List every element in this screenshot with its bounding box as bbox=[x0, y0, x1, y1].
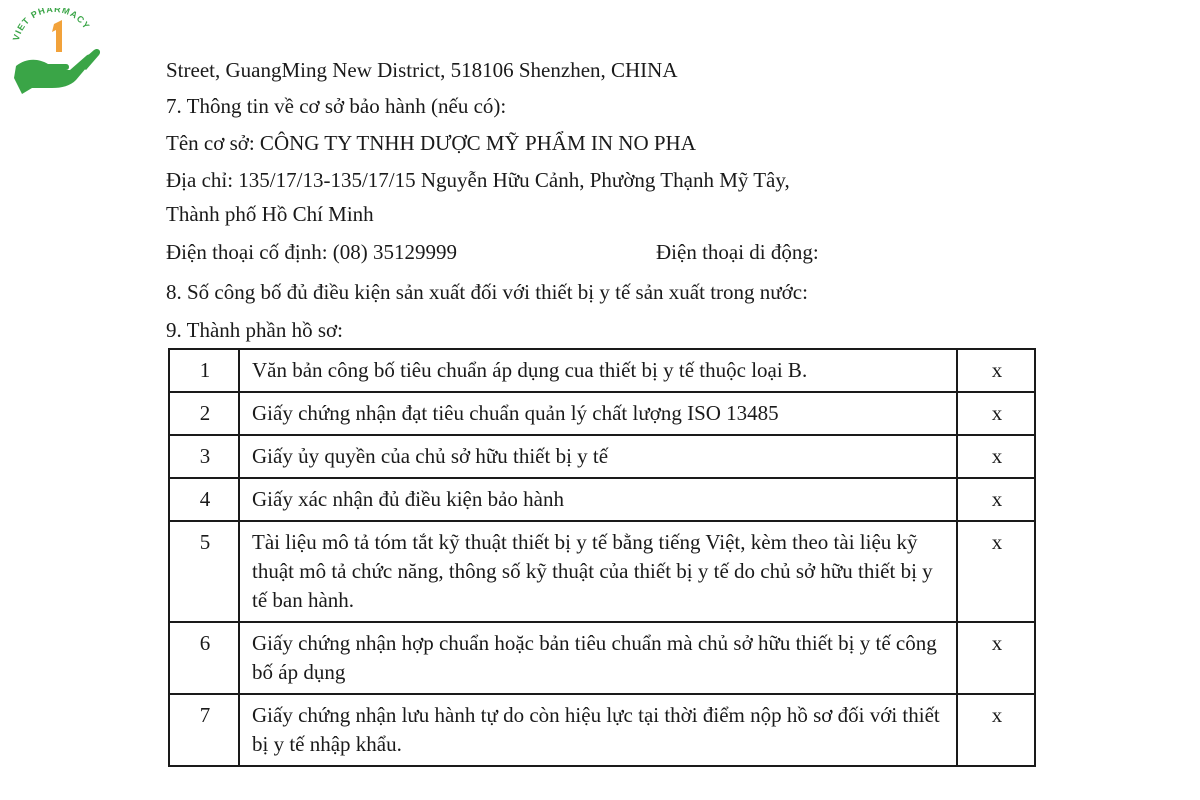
table-row bbox=[169, 435, 1035, 478]
dossier-table bbox=[168, 348, 1036, 767]
row-description: Giấy ủy quyền của chủ sở hữu thiết bị y tế bbox=[239, 435, 957, 478]
phone-row bbox=[166, 238, 1046, 266]
row-number: 7 bbox=[169, 694, 239, 766]
facility-name: Tên cơ sở: CÔNG TY TNHH DƯỢC MỸ PHẨM IN NO PHA bbox=[166, 131, 696, 155]
table-row bbox=[169, 694, 1035, 766]
svg-text:VIET PHARMACY: VIET PHARMACY bbox=[10, 8, 92, 42]
viet-pharmacy-logo bbox=[8, 8, 108, 94]
row-number: 4 bbox=[169, 478, 239, 521]
row-check-mark: x bbox=[957, 435, 1035, 478]
row-check-mark: x bbox=[957, 694, 1035, 766]
address-continued: Street, GuangMing New District, 518106 Shenzhen, CHINA bbox=[166, 58, 678, 82]
row-check-mark: x bbox=[957, 349, 1035, 392]
row-number: 6 bbox=[169, 622, 239, 694]
row-description: Giấy xác nhận đủ điều kiện bảo hành bbox=[239, 478, 957, 521]
row-check-mark: x bbox=[957, 521, 1035, 622]
row-number: 5 bbox=[169, 521, 239, 622]
row-description: Giấy chứng nhận đạt tiêu chuẩn quản lý chất lượng ISO 13485 bbox=[239, 392, 957, 435]
table-row bbox=[169, 349, 1035, 392]
row-check-mark: x bbox=[957, 392, 1035, 435]
mobile-phone: Điện thoại di động: bbox=[656, 240, 819, 264]
row-description: Giấy chứng nhận lưu hành tự do còn hiệu lực tại thời điểm nộp hồ sơ đối với thiết bị y tế nhập khẩu. bbox=[239, 694, 957, 766]
row-check-mark: x bbox=[957, 478, 1035, 521]
row-number: 1 bbox=[169, 349, 239, 392]
row-number: 2 bbox=[169, 392, 239, 435]
table-row bbox=[169, 521, 1035, 622]
landline-phone: Điện thoại cố định: (08) 35129999 bbox=[166, 240, 458, 264]
table-row bbox=[169, 392, 1035, 435]
row-description: Giấy chứng nhận hợp chuẩn hoặc bản tiêu chuẩn mà chủ sở hữu thiết bị y tế công bố áp dụng bbox=[239, 622, 957, 694]
address-line-1: Địa chỉ: 135/17/13-135/17/15 Nguyễn Hữu Cảnh, Phường Thạnh Mỹ Tây, bbox=[166, 168, 790, 192]
row-number: 3 bbox=[169, 435, 239, 478]
table-row bbox=[169, 478, 1035, 521]
row-description: Tài liệu mô tả tóm tắt kỹ thuật thiết bị y tế bằng tiếng Việt, kèm theo tài liệu kỹ thuật mô tả chức năng, thông số kỹ thuật của thiết bị y tế do chủ sở hữu thiết bị y tế ban hành. bbox=[239, 521, 957, 622]
section-9-heading: 9. Thành phần hồ sơ: bbox=[166, 318, 343, 342]
hand-icon bbox=[8, 8, 108, 94]
row-check-mark: x bbox=[957, 622, 1035, 694]
table-row bbox=[169, 622, 1035, 694]
section-8-heading: 8. Số công bố đủ điều kiện sản xuất đối với thiết bị y tế sản xuất trong nước: bbox=[166, 280, 808, 304]
row-description: Văn bản công bố tiêu chuẩn áp dụng cua thiết bị y tế thuộc loại B. bbox=[239, 349, 957, 392]
section-7-heading: 7. Thông tin về cơ sở bảo hành (nếu có): bbox=[166, 94, 507, 118]
address-line-2: Thành phố Hồ Chí Minh bbox=[166, 202, 374, 226]
